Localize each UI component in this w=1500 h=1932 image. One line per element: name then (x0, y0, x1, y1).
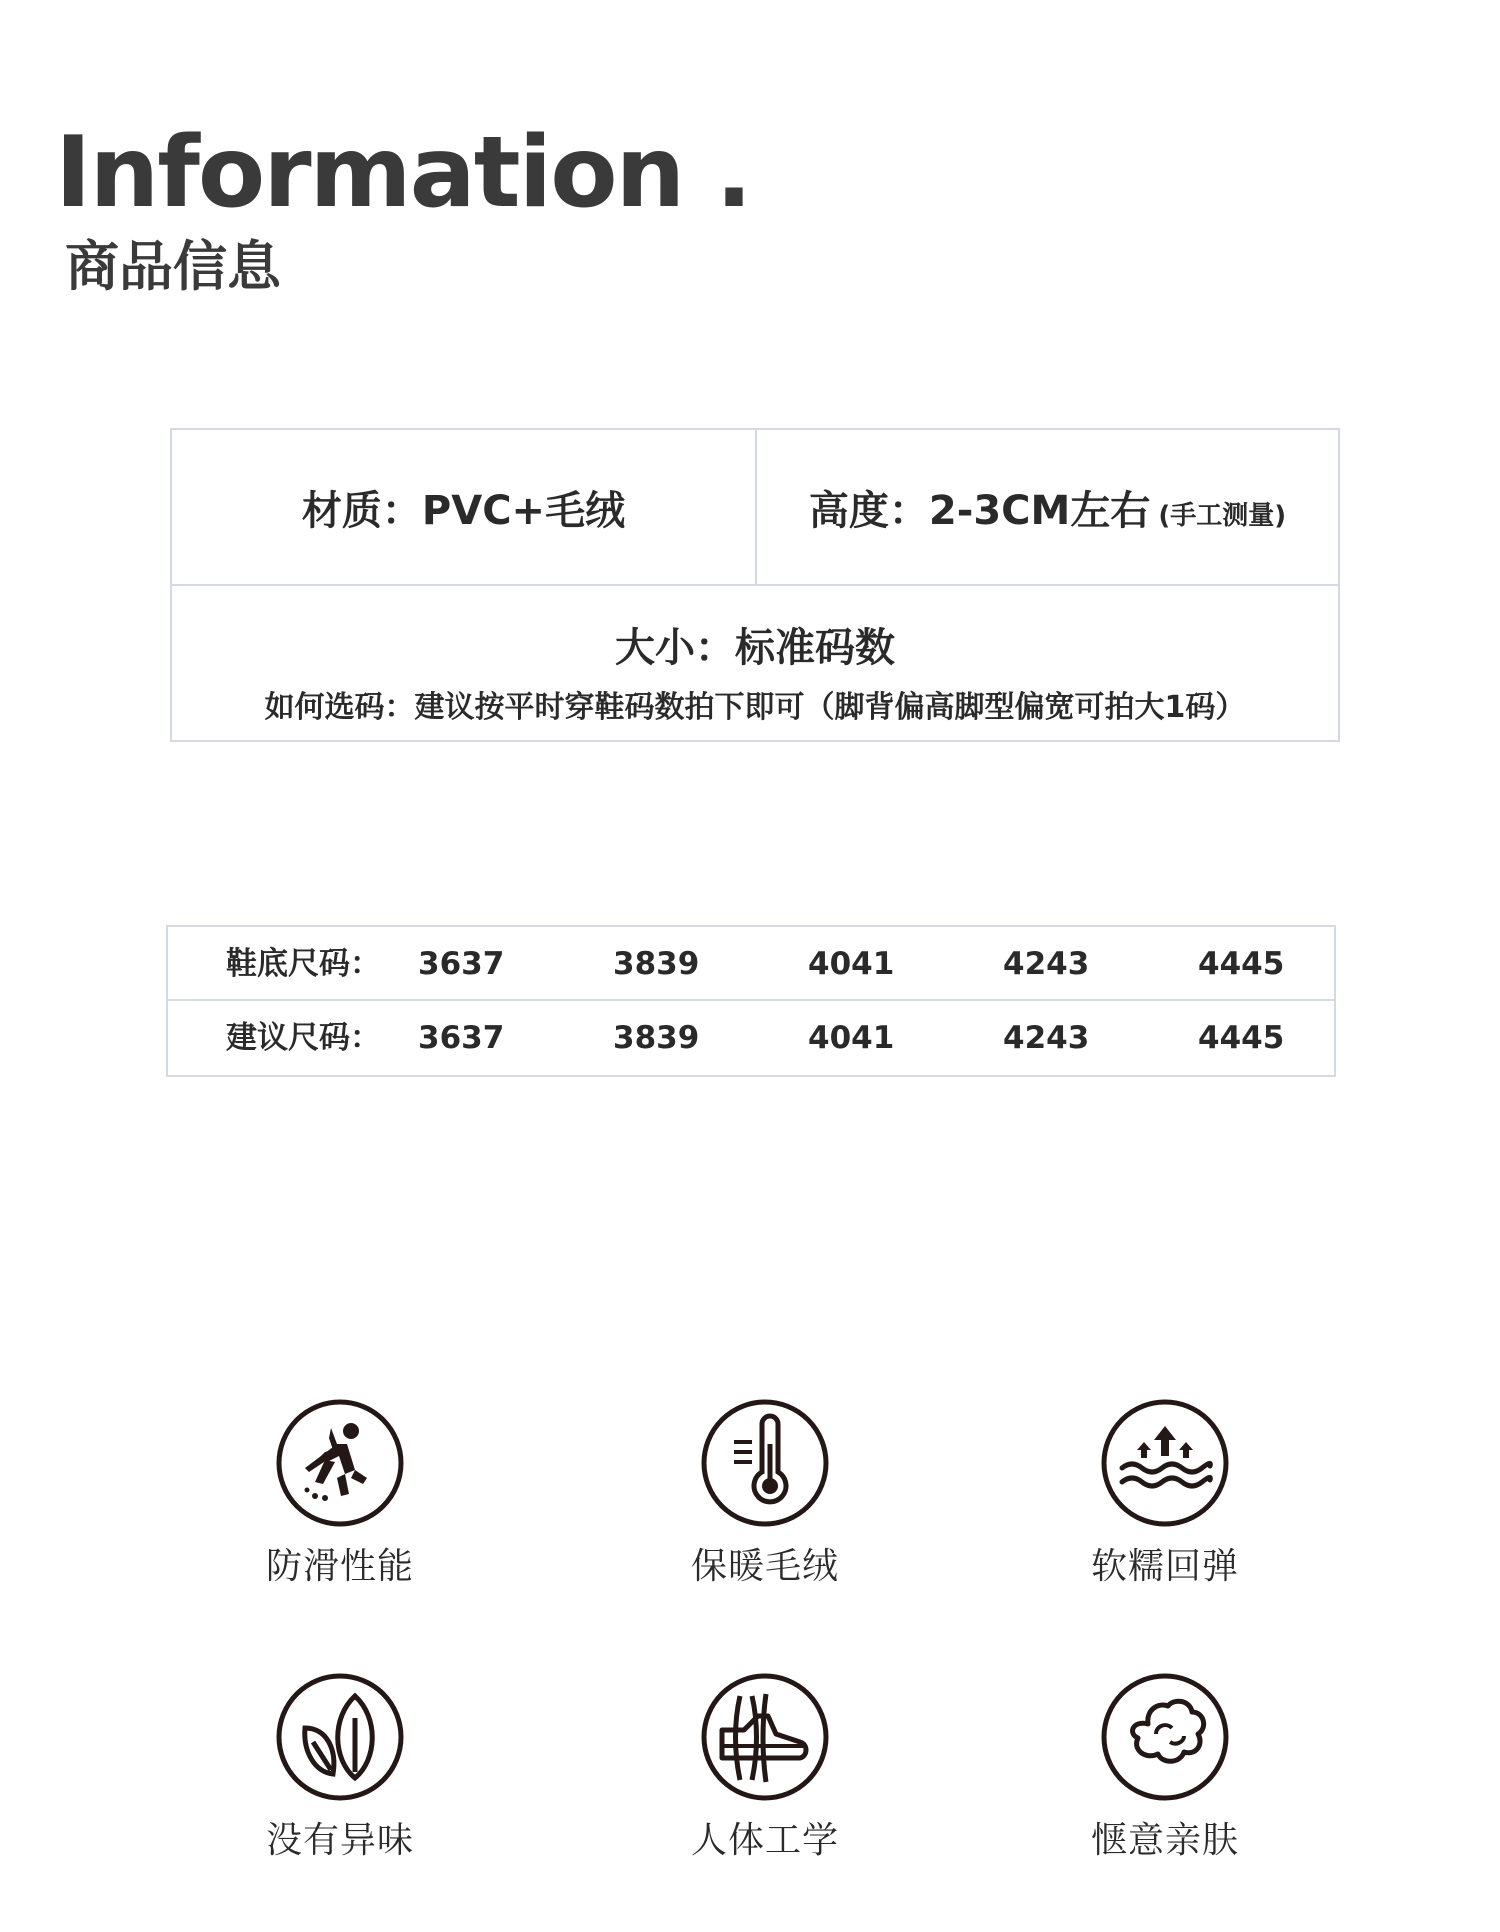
row-label: 建议尺码： (226, 1020, 381, 1056)
feature-label: 惬意亲肤 (1090, 1820, 1239, 1861)
table-cell: 3637 (418, 946, 505, 982)
info-row-top (172, 430, 1338, 586)
table-cell: 4243 (1003, 1020, 1090, 1056)
table-cell: 4445 (1198, 1020, 1285, 1056)
cloud-icon (1100, 1672, 1230, 1802)
feature-anti-slip (210, 1398, 470, 1658)
material-cell (172, 430, 757, 584)
table-cell: 4445 (1198, 946, 1285, 982)
feature-rebound (1035, 1398, 1295, 1658)
table-cell: 3839 (613, 946, 700, 982)
table-cell: 4041 (808, 946, 895, 982)
page-title-cn: 商品信息 (65, 235, 281, 298)
feature-no-odor (210, 1672, 470, 1932)
feature-label: 防滑性能 (265, 1546, 414, 1587)
feature-warm-plush (635, 1398, 895, 1658)
row-label: 鞋底尺码： (226, 946, 381, 982)
feature-label: 没有异味 (265, 1820, 414, 1861)
table-row (168, 927, 1334, 1001)
table-cell: 4041 (808, 1020, 895, 1056)
feature-label: 软糯回弹 (1090, 1546, 1239, 1587)
ergonomic-shoe-icon (700, 1672, 830, 1802)
height-note: (手工测量) (1158, 500, 1287, 531)
table-cell: 3839 (613, 1020, 700, 1056)
product-info-table (170, 428, 1340, 742)
table-cell: 4243 (1003, 946, 1090, 982)
anti-slip-icon (275, 1398, 405, 1528)
thermometer-icon (700, 1398, 830, 1528)
material-text: 材质：PVC+毛绒 (301, 487, 626, 534)
height-text: 高度：2-3CM左右 (808, 487, 1151, 534)
size-info-row (172, 586, 1338, 740)
size-title: 大小：标准码数 (615, 625, 895, 671)
feature-skin-friendly (1035, 1672, 1295, 1932)
feature-ergonomic (635, 1672, 895, 1932)
size-chart-table (166, 925, 1336, 1077)
page-title-en: Information . (55, 116, 751, 230)
size-advice: 如何选码：建议按平时穿鞋码数拍下即可（脚背偏高脚型偏宽可拍大1码） (264, 690, 1246, 725)
table-row (168, 1001, 1334, 1075)
leaf-icon (275, 1672, 405, 1802)
height-cell (757, 430, 1338, 584)
table-cell: 3637 (418, 1020, 505, 1056)
feature-label: 保暖毛绒 (690, 1546, 839, 1587)
rebound-icon (1100, 1398, 1230, 1528)
feature-label: 人体工学 (690, 1820, 839, 1861)
